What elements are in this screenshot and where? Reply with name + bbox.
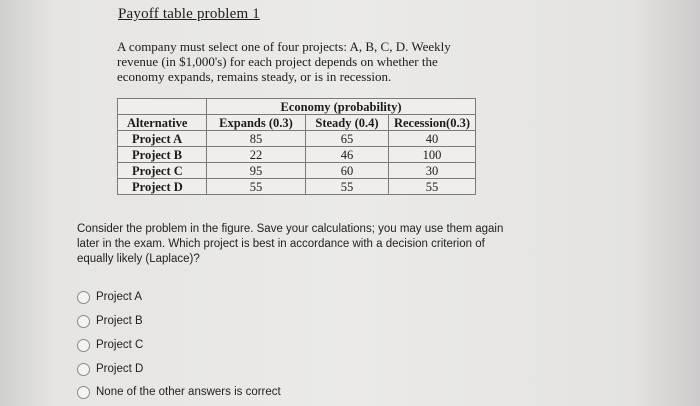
table-cell: 46 [306,147,389,163]
column-header-expands: Expands (0.3) [207,115,306,131]
table-row [118,163,476,179]
alternative-header: Alternative [118,115,207,131]
row-name: Project C [118,163,207,179]
column-header-recession: Recession(0.3) [389,115,476,131]
option-label: Project C [96,339,144,351]
radio-button[interactable] [77,315,90,328]
option-label: Project B [96,315,143,327]
table-row [118,179,476,195]
table-cell: 100 [389,147,476,163]
table-row [118,147,476,163]
option-project-b[interactable] [77,312,337,330]
option-project-d[interactable] [77,360,337,378]
radio-button[interactable] [77,386,90,399]
column-header-steady: Steady (0.4) [306,115,389,131]
table-cell: 55 [207,179,306,195]
option-project-a[interactable] [77,288,337,306]
table-cell: 55 [389,179,476,195]
radio-button[interactable] [77,339,90,352]
table-cell: 55 [306,179,389,195]
question-text: Consider the problem in the figure. Save your calculations; you may use them again later in the exam. Which project is best in accordance with a decision criterion of equally likely (Laplace)? [77,223,504,265]
table-corner-blank [118,99,207,115]
payoff-table [117,98,476,195]
option-label: None of the other answers is correct [96,386,281,398]
option-none[interactable] [77,383,337,401]
table-cell: 60 [306,163,389,179]
table-row [118,131,476,147]
economy-group-header: Economy (probability) [207,99,476,115]
table-cell: 95 [207,163,306,179]
table-cell: 65 [306,131,389,147]
radio-button[interactable] [77,363,90,376]
table-cell: 40 [389,131,476,147]
table-group-header-row [118,99,476,115]
row-name: Project A [118,131,207,147]
problem-intro: A company must select one of four projects: A, B, C, D. Weekly revenue (in $1,000's) for each project depends on whether the economy expands, remains steady, or is in recession. [117,39,451,84]
table-cell: 85 [207,131,306,147]
problem-title: Payoff table problem 1 [118,6,261,22]
table-column-header-row [118,115,476,131]
table-cell: 22 [207,147,306,163]
option-label: Project A [96,291,143,303]
table-cell: 30 [389,163,476,179]
radio-button[interactable] [77,291,90,304]
row-name: Project D [118,179,207,195]
option-project-c[interactable] [77,336,337,354]
row-name: Project B [118,147,207,163]
option-label: Project D [96,363,144,375]
